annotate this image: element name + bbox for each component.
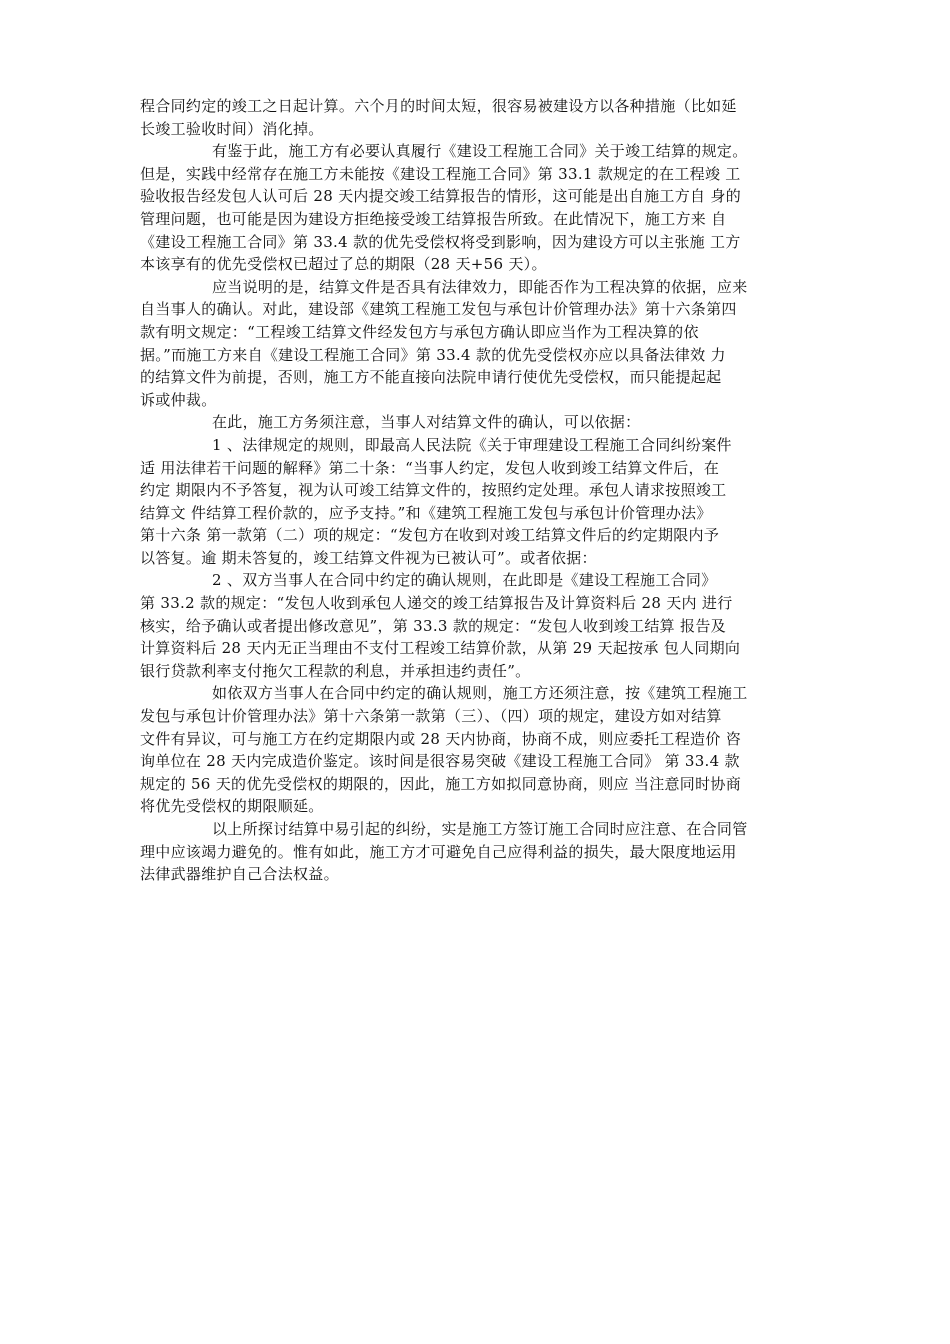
paragraph-line: 但是，实践中经常存在施工方未能按《建设工程施工合同》第 33.1 款规定的在工程竣 工 xyxy=(140,164,741,183)
paragraph-line: 本该享有的优先受偿权已超过了总的期限（28 天+56 天）。 xyxy=(140,255,547,274)
paragraph-line: 银行贷款利率支付拖欠工程款的利息，并承担违约责任”。 xyxy=(140,661,531,680)
paragraph-line: 文件有异议，可与施工方在约定期限内或 28 天内协商，协商不成，则应委托工程造价 咨 xyxy=(140,729,741,748)
paragraph-line: 将优先受偿权的期限顺延。 xyxy=(140,797,324,816)
paragraph-first-line: 应当说明的是，结算文件是否具有法律效力，即能否作为工程决算的依据，应来 xyxy=(212,277,748,296)
paragraph-line: 款有明文规定：“工程竣工结算文件经发包方与承包方确认即应当作为工程决算的依 xyxy=(140,322,699,341)
paragraph-line: 计算资料后 28 天内无正当理由不支付工程竣工结算价款，从第 29 天起按承 包人同期向 xyxy=(140,639,741,658)
paragraph-line: 结算文 件结算工程价款的，应予支持。”和《建筑工程施工发包与承包计价管理办法》 xyxy=(140,503,712,522)
paragraph-line: 以答复。逾 期未答复的，竣工结算文件视为已被认可”。或者依据： xyxy=(140,548,597,567)
paragraph-line: 第 33.2 款的规定：“发包人收到承包人递交的竣工结算报告及计算资料后 28 天内 进行 xyxy=(140,594,733,613)
paragraph-line: 核实，给予确认或者提出修改意见”，第 33.3 款的规定：“发包人收到竣工结算 报告及 xyxy=(140,616,726,635)
paragraph-first-line: 1 、法律规定的规则，即最高人民法院《关于审理建设工程施工合同纠纷案件 xyxy=(212,435,732,454)
paragraph-line: 理中应该竭力避免的。惟有如此，施工方才可避免自己应得利益的损失，最大限度地运用 xyxy=(140,842,737,861)
paragraph-line: 长竣工验收时间）消化掉。 xyxy=(140,119,324,138)
document-body xyxy=(140,95,810,886)
paragraph-line: 程合同约定的竣工之日起计算。六个月的时间太短，很容易被建设方以各种措施（比如延 xyxy=(140,97,737,115)
paragraph-line: 发包与承包计价管理办法》第十六条第一款第（三）、（四）项的规定，建设方如对结算 xyxy=(140,707,722,726)
paragraph-first-line: 有鉴于此，施工方有必要认真履行《建设工程施工合同》关于竣工结算的规定。 xyxy=(212,142,748,161)
paragraph-line: 验收报告经发包人认可后 28 天内提交竣工结算报告的情形，这可能是出自施工方自 身的 xyxy=(140,187,741,206)
paragraph-line: 据。”而施工方来自《建设工程施工合同》第 33.4 款的优先受偿权亦应以具备法律效 力 xyxy=(140,345,726,364)
paragraph-line: 约定 期限内不予答复，视为认可竣工结算文件的，按照约定处理。承包人请求按照竣工 xyxy=(140,481,727,500)
paragraph-line: 《建设工程施工合同》第 33.4 款的优先受偿权将受到影响，因为建设方可以主张施 工方 xyxy=(140,232,741,251)
paragraph-first-line: 如依双方当事人在合同中约定的确认规则，施工方还须注意，按《建筑工程施工 xyxy=(212,684,748,703)
paragraph-first-line: 2 、双方当事人在合同中约定的确认规则，在此即是《建设工程施工合同》 xyxy=(212,571,717,590)
paragraph-line: 适 用法律若干问题的解释》第二十条：“当事人约定，发包人收到竣工结算文件后，在 xyxy=(140,458,720,477)
paragraph-line: 第十六条 第一款第（二）项的规定：“发包方在收到对竣工结算文件后的约定期限内予 xyxy=(140,526,720,545)
paragraph-line: 法律武器维护自己合法权益。 xyxy=(140,865,339,884)
paragraph-first-line: 以上所探讨结算中易引起的纠纷，实是施工方签订施工合同时应注意、在合同管 xyxy=(212,820,748,838)
paragraph-line: 规定的 56 天的优先受偿权的期限的，因此，施工方如拟同意协商，则应 当注意同时协商 xyxy=(140,774,741,793)
paragraph-line: 自当事人的确认。对此，建设部《建筑工程施工发包与承包计价管理办法》第十六条第四 xyxy=(140,300,737,319)
paragraph-line: 的结算文件为前提，否则，施工方不能直接向法院申请行使优先受偿权，而只能提起起 xyxy=(140,368,722,387)
paragraph-line: 诉或仲裁。 xyxy=(140,390,217,409)
paragraph-line: 管理问题，也可能是因为建设方拒绝接受竣工结算报告所致。在此情况下，施工方来 自 xyxy=(140,209,727,228)
paragraph-line: 询单位在 28 天内完成造价鉴定。该时间是很容易突破《建设工程施工合同》 第 33.4 款 xyxy=(140,752,740,771)
paragraph-first-line: 在此，施工方务须注意，当事人对结算文件的确认，可以依据： xyxy=(212,413,641,432)
